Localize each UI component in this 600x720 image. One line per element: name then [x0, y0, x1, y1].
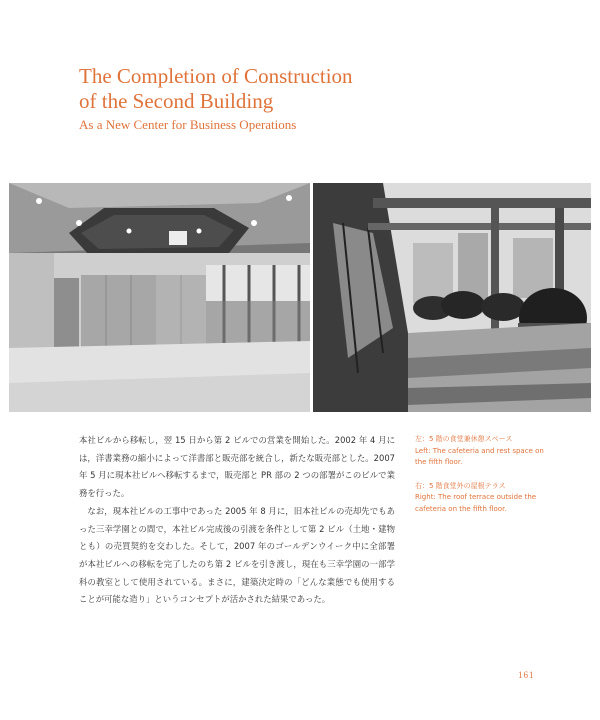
page-title	[79, 64, 499, 114]
caption-left	[415, 434, 555, 469]
body-paragraph-2: なお，現本社ビルの工事中であった 2005 年 8 月に，旧本社ビルの売却先でもあった三幸学園との間で，本社ビル完成後の引渡を条件として第 2 ビル（土地・建物とも）の売買契約を交わした。そして，2007 年のゴールデンウイーク中に全部署が本社ビルへの移転を完了したのち第 2 ビルを引き渡し，現在も三幸学園の一部学科の教室として使用されている。まさに，建築決定時の「どんな業態でも使用することが可能な造り」というコンセプトが活かされた結果であった。	[79, 505, 395, 605]
body-paragraph-1: 本社ビルから移転し，翌 15 日から第 2 ビルでの営業を開始した。2002 年 4 月には，洋書業務の縮小によって洋書部と販売部を統合し，新たな販売部とした。2007 年 5 月に現本社ビルへ移転するまで，販売部と PR 部の 2 つの部署がこのビルで業務を行った。	[79, 435, 395, 499]
body-text	[79, 432, 395, 609]
caption-right	[415, 481, 555, 516]
caption-left-jp: 左：5 階の食堂兼休憩スペース	[415, 435, 513, 443]
title-line-2: of the Second Building	[79, 89, 274, 113]
roof-terrace-photo	[313, 183, 591, 412]
page-number: 161	[518, 670, 535, 680]
caption-right-en-1: Right: The roof terrace outside the	[415, 493, 537, 501]
caption-left-en-2: the fifth floor.	[415, 458, 463, 466]
title-line-1: The Completion of Construction	[79, 64, 353, 88]
caption-right-jp: 右：5 階食堂外の屋根テラス	[415, 481, 506, 490]
caption-left-en-1: Left: The cafeteria and rest space on	[415, 446, 544, 455]
caption-right-en-2: cafeteria on the fifth floor.	[415, 504, 507, 513]
photo-captions	[415, 434, 555, 527]
page-subtitle: As a New Center for Business Operations	[79, 117, 297, 132]
cafeteria-photo	[9, 183, 310, 412]
